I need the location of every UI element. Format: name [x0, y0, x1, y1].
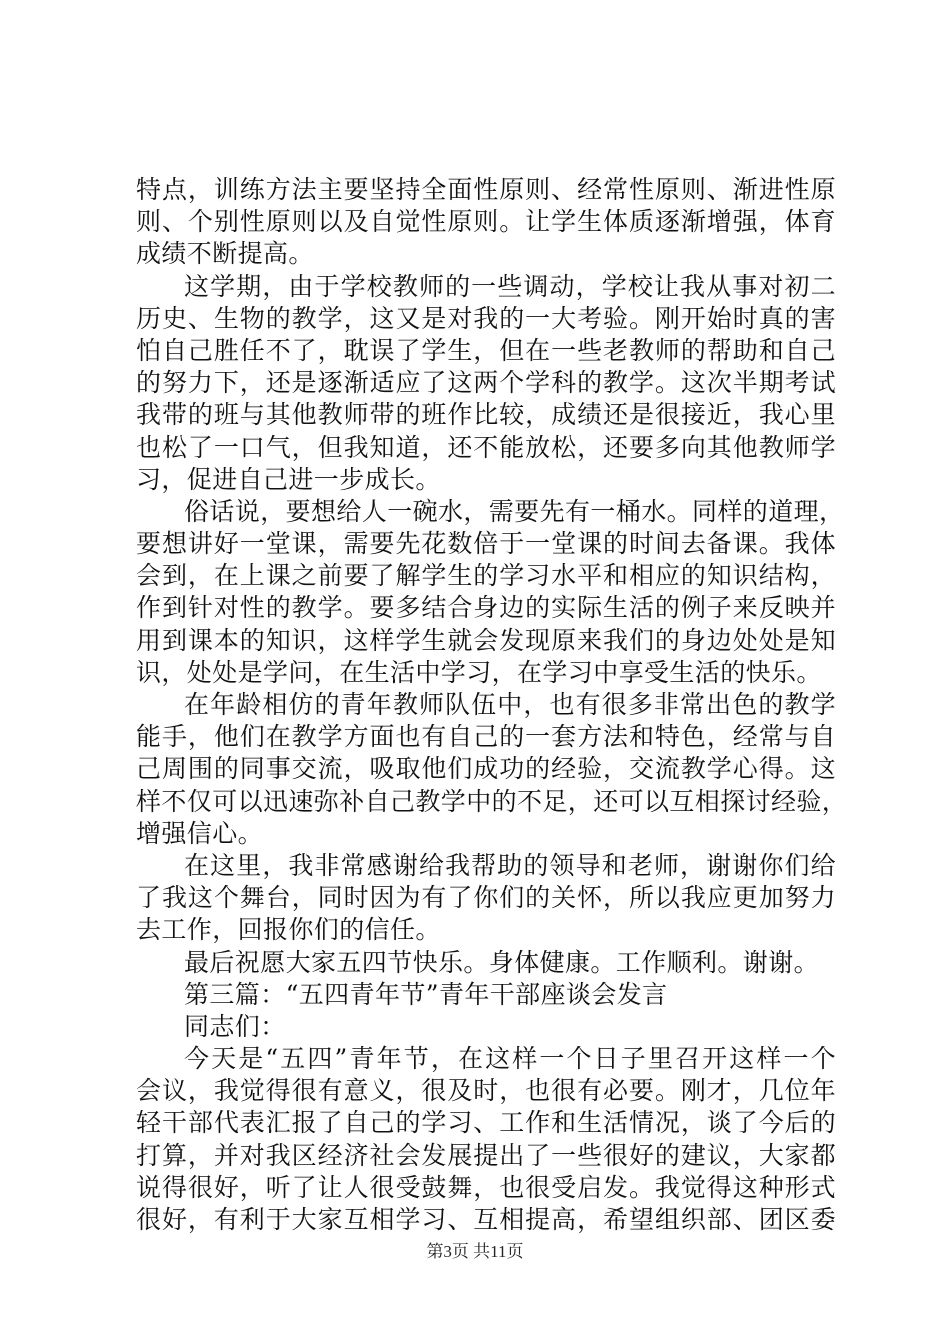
text-line: 也松了一口气，但我知道，还不能放松，还要多向其他教师学	[136, 432, 836, 462]
section-heading: 第三篇：“五四青年节”青年干部座谈会发言	[184, 979, 668, 1009]
text-line: 增强信心。	[136, 818, 264, 848]
text-line: 去工作，回报你们的信任。	[136, 915, 441, 945]
text-line: 用到课本的知识，这样学生就会发现原来我们的身边处处是知	[136, 625, 836, 655]
document-body	[136, 174, 848, 1236]
text-line: 能手，他们在教学方面也有自己的一套方法和特色，经常与自	[136, 722, 836, 752]
text-line: 成绩不断提高。	[136, 239, 314, 269]
text-line: 己周围的同事交流，吸取他们成功的经验，交流教学心得。这	[136, 754, 836, 784]
text-line: 作到针对性的教学。要多结合身边的实际生活的例子来反映并	[136, 593, 836, 623]
text-line: 会到，在上课之前要了解学生的学习水平和相应的知识结构，	[136, 561, 836, 591]
text-line: 很好，有利于大家互相学习、互相提高，希望组织部、团区委	[136, 1205, 836, 1234]
text-line: 的努力下，还是逐渐适应了这两个学科的教学。这次半期考试	[136, 368, 836, 398]
page-number-footer: 第3页 共11页	[426, 1242, 524, 1261]
text-line: 打算，并对我区经济社会发展提出了一些很好的建议，大家都	[136, 1140, 836, 1170]
paragraph-start-line: 今天是“五四”青年节，在这样一个日子里召开这样一个	[184, 1044, 836, 1074]
closing-line: 最后祝愿大家五四节快乐。身体健康。工作顺利。谢谢。	[184, 947, 820, 977]
salutation-line: 同志们：	[184, 1011, 286, 1041]
paragraph-start-line: 在年龄相仿的青年教师队伍中，也有很多非常出色的教学	[184, 690, 836, 719]
text-line: 样不仅可以迅速弥补自己教学中的不足，还可以互相探讨经验，	[136, 786, 848, 816]
text-line: 了我这个舞台，同时因为有了你们的关怀，所以我应更加努力	[136, 883, 836, 913]
paragraph-start-line: 在这里，我非常感谢给我帮助的领导和老师，谢谢你们给	[184, 850, 836, 880]
text-line: 则、个别性原则以及自觉性原则。让学生体质逐渐增强，体育	[136, 207, 836, 237]
paragraph-start-line: 这学期，由于学校教师的一些调动，学校让我从事对初二	[184, 271, 836, 301]
text-line: 特点，训练方法主要坚持全面性原则、经常性原则、渐进性原	[136, 175, 836, 204]
text-line: 识，处处是学问，在生活中学习，在学习中享受生活的快乐。	[136, 657, 822, 687]
text-line: 怕自己胜任不了，耽误了学生，但在一些老教师的帮助和自己	[136, 335, 836, 365]
text-line: 轻干部代表汇报了自己的学习、工作和生活情况，谈了今后的	[136, 1108, 836, 1138]
text-line: 习，促进自己进一步成长。	[136, 464, 441, 494]
text-line: 要想讲好一堂课，需要先花数倍于一堂课的时间去备课。我体	[136, 529, 836, 559]
text-line: 会议，我觉得很有意义，很及时，也很有必要。刚才，几位年	[136, 1076, 836, 1106]
text-line: 历史、生物的教学，这又是对我的一大考验。刚开始时真的害	[136, 303, 836, 333]
text-line: 我带的班与其他教师带的班作比较，成绩还是很接近，我心里	[136, 400, 836, 430]
text-line: 说得很好，听了让人很受鼓舞，也很受启发。我觉得这种形式	[136, 1172, 836, 1202]
paragraph-start-line: 俗话说，要想给人一碗水，需要先有一桶水。同样的道理，	[184, 496, 845, 526]
